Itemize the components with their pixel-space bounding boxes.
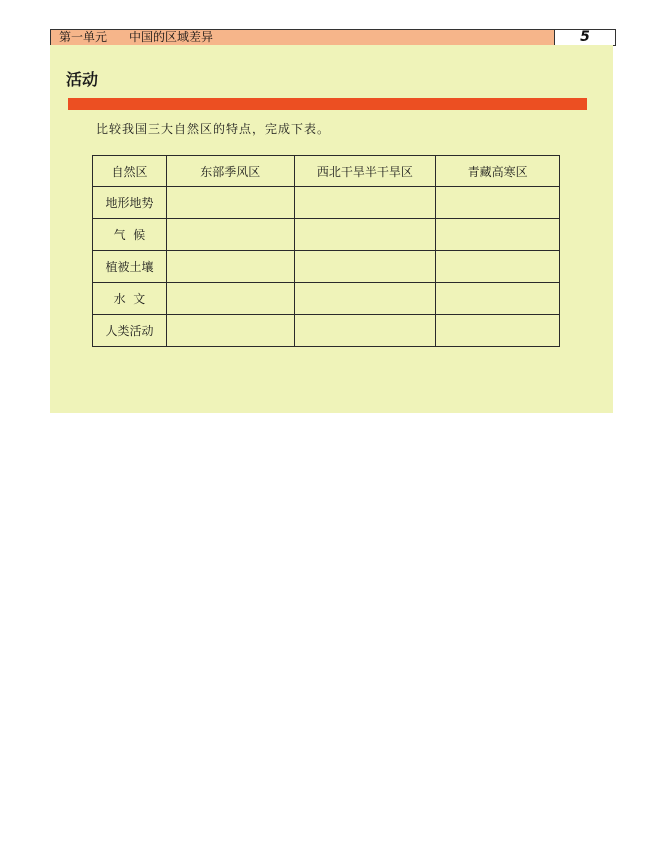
- table-row: [93, 315, 560, 347]
- table-cell: [166, 315, 294, 347]
- row-label: 地形地势: [93, 187, 167, 219]
- activity-panel: [50, 45, 613, 413]
- row-label: 植被土壤: [93, 251, 167, 283]
- table-cell: [436, 219, 560, 251]
- row-label: 气 候: [93, 219, 167, 251]
- table-cell: [294, 251, 436, 283]
- comparison-table: [92, 155, 560, 347]
- table-cell: [166, 219, 294, 251]
- table-header-row: [93, 156, 560, 187]
- table-cell: [294, 187, 436, 219]
- table-cell: [294, 283, 436, 315]
- table-cell: [436, 283, 560, 315]
- table-cell: [166, 283, 294, 315]
- row-label: 水 文: [93, 283, 167, 315]
- activity-title: 活动: [66, 70, 99, 89]
- table-row: [93, 251, 560, 283]
- table-cell: [294, 315, 436, 347]
- table-cell: [166, 187, 294, 219]
- table-row: [93, 187, 560, 219]
- title-underline-stripe: [68, 98, 587, 110]
- table-cell: [436, 187, 560, 219]
- column-header: 自然区: [93, 156, 167, 187]
- table-cell: [294, 219, 436, 251]
- activity-instruction: 比较我国三大自然区的特点，完成下表。: [96, 122, 331, 136]
- table-cell: [166, 251, 294, 283]
- column-header: 西北干旱半干旱区: [294, 156, 436, 187]
- table-row: [93, 219, 560, 251]
- table-row: [93, 283, 560, 315]
- row-label: 人类活动: [93, 315, 167, 347]
- chapter-title: 中国的区域差异: [129, 30, 214, 44]
- column-header: 东部季风区: [166, 156, 294, 187]
- page-number: 5: [554, 29, 616, 46]
- unit-label: 第一单元: [59, 30, 108, 44]
- column-header: 青藏高寒区: [436, 156, 560, 187]
- table-cell: [436, 251, 560, 283]
- table-cell: [436, 315, 560, 347]
- page-header: [50, 29, 555, 46]
